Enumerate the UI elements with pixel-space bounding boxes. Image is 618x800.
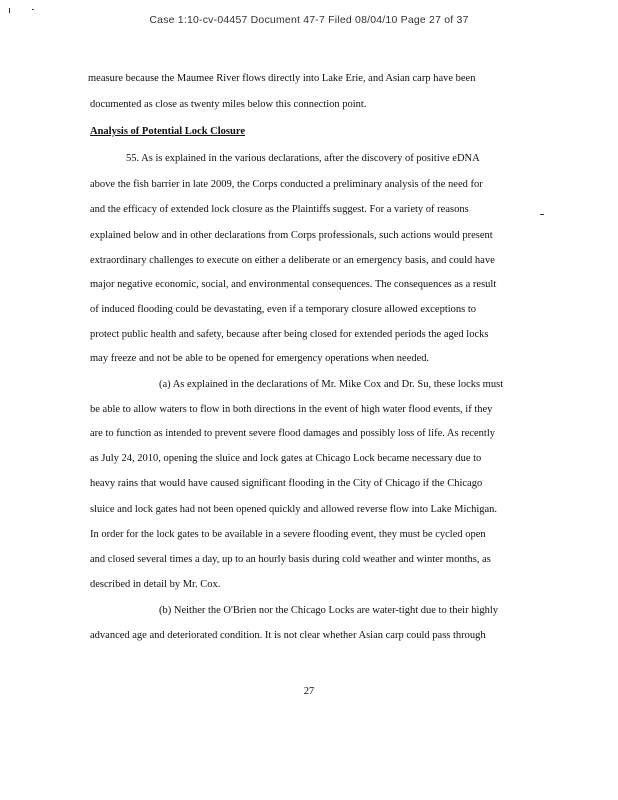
text-line: as July 24, 2010, opening the sluice and lock gates at Chicago Lock became necessary due to [90, 453, 482, 464]
text-line: measure because the Maumee River flows directly into Lake Erie, and Asian carp have been [88, 73, 476, 84]
text-line: In order for the lock gates to be available in a severe flooding event, they must be cycled open [90, 529, 486, 540]
paragraph-a-start: (a) As explained in the declarations of Mr. Mike Cox and Dr. Su, these locks must [159, 379, 504, 390]
text-line: may freeze and not be able to be opened for emergency operations when needed. [90, 353, 430, 364]
text-line: explained below and in other declarations from Corps professionals, such actions would present [90, 230, 493, 241]
text-line: of induced flooding could be devastating, even if a temporary closure allowed exceptions to [90, 304, 477, 315]
court-filing-header: Case 1:10-cv-04457 Document 47-7 Filed 08/04/10 Page 27 of 37 [149, 14, 469, 26]
text-line: protect public health and safety, because after being closed for extended periods the aged locks [90, 329, 489, 340]
text-line: be able to allow waters to flow in both directions in the event of high water flood events, if they [90, 404, 493, 415]
paragraph-55-start: 55. As is explained in the various declarations, after the discovery of positive eDNA [126, 153, 480, 164]
text-line: extraordinary challenges to execute on either a deliberate or an emergency basis, and could have [90, 255, 495, 266]
scan-mark [540, 214, 544, 215]
text-line: advanced age and deteriorated condition. It is not clear whether Asian carp could pass through [90, 630, 486, 641]
paragraph-b-start: (b) Neither the O'Brien nor the Chicago Locks are water-tight due to their highly [159, 605, 499, 616]
page-number: 27 [303, 686, 315, 697]
text-line: described in detail by Mr. Cox. [90, 579, 221, 590]
section-heading: Analysis of Potential Lock Closure [90, 126, 245, 137]
text-line: sluice and lock gates had not been opened quickly and allowed reverse flow into Lake Michigan. [90, 504, 498, 515]
text-line: above the fish barrier in late 2009, the Corps conducted a preliminary analysis of the need for [90, 179, 483, 190]
text-line: major negative economic, social, and environmental consequences. The consequences as a result [90, 279, 497, 290]
text-line: heavy rains that would have caused significant flooding in the City of Chicago if the Chicago [90, 478, 483, 489]
text-line: and closed several times a day, up to an hourly basis during cold weather and winter months, as [90, 554, 491, 565]
scan-mark [9, 8, 10, 13]
text-line: documented as close as twenty miles below this connection point. [90, 99, 367, 110]
text-line: are to function as intended to prevent severe flood damages and possibly loss of life. As recently [90, 428, 496, 439]
scan-mark [32, 9, 34, 10]
text-line: and the efficacy of extended lock closure as the Plaintiffs suggest. For a variety of reasons [90, 204, 469, 215]
